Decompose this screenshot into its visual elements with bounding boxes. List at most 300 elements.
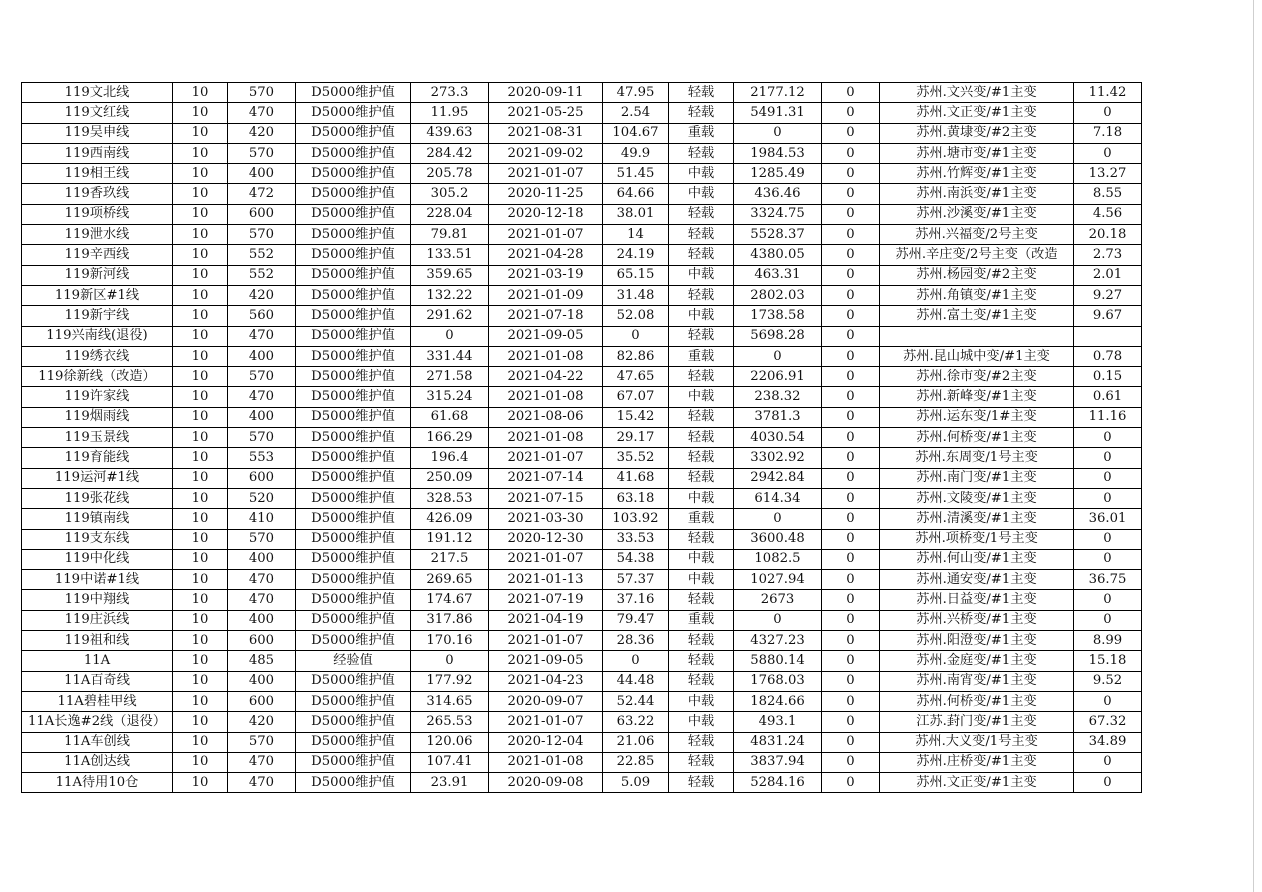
cell-voltage: 10 [173, 143, 228, 163]
table-row [22, 509, 1142, 529]
cell-rated-current: 400 [228, 549, 296, 569]
cell-load-status: 中载 [669, 164, 734, 184]
cell-load-status: 重载 [669, 123, 734, 143]
cell-load-rate: 5.09 [603, 773, 669, 793]
cell-source: D5000维护值 [296, 204, 411, 224]
cell-col-zero: 0 [822, 752, 880, 772]
cell-source: D5000维护值 [296, 245, 411, 265]
cell-transformer: 苏州.南宵变/#1主变 [880, 671, 1074, 691]
cell-load-rate: 35.52 [603, 448, 669, 468]
cell-source: D5000维护值 [296, 285, 411, 305]
cell-margin: 1738.58 [734, 306, 822, 326]
table-row [22, 448, 1142, 468]
cell-date: 2021-04-23 [489, 671, 603, 691]
cell-current-value: 11.95 [411, 103, 489, 123]
cell-source: D5000维护值 [296, 143, 411, 163]
cell-current-value: 284.42 [411, 143, 489, 163]
cell-date: 2020-09-08 [489, 773, 603, 793]
cell-current-value: 23.91 [411, 773, 489, 793]
cell-col-zero: 0 [822, 387, 880, 407]
cell-rated-current: 470 [228, 773, 296, 793]
cell-col-zero: 0 [822, 712, 880, 732]
cell-load-status: 重载 [669, 509, 734, 529]
cell-transformer-value: 8.99 [1074, 631, 1142, 651]
cell-transformer: 苏州.大义变/1号主变 [880, 732, 1074, 752]
cell-line-name: 119许家线 [22, 387, 173, 407]
cell-rated-current: 420 [228, 285, 296, 305]
cell-transformer-value: 9.52 [1074, 671, 1142, 691]
cell-col-zero: 0 [822, 509, 880, 529]
cell-date: 2021-03-19 [489, 265, 603, 285]
cell-col-zero: 0 [822, 732, 880, 752]
cell-load-rate: 22.85 [603, 752, 669, 772]
table-row [22, 225, 1142, 245]
cell-line-name: 119泄水线 [22, 225, 173, 245]
cell-transformer: 苏州.何山变/#1主变 [880, 549, 1074, 569]
table-row [22, 285, 1142, 305]
cell-transformer: 苏州.辛庄变/2号主变（改造 [880, 245, 1074, 265]
cell-load-status: 轻载 [669, 367, 734, 387]
cell-transformer: 苏州.文兴变/#1主变 [880, 83, 1074, 103]
cell-margin: 5528.37 [734, 225, 822, 245]
cell-load-status: 轻载 [669, 590, 734, 610]
cell-current-value: 271.58 [411, 367, 489, 387]
cell-source: D5000维护值 [296, 387, 411, 407]
cell-rated-current: 552 [228, 245, 296, 265]
cell-transformer-value: 2.01 [1074, 265, 1142, 285]
cell-col-zero: 0 [822, 488, 880, 508]
table-row [22, 265, 1142, 285]
cell-margin: 0 [734, 610, 822, 630]
cell-date: 2021-05-25 [489, 103, 603, 123]
cell-rated-current: 470 [228, 570, 296, 590]
cell-voltage: 10 [173, 529, 228, 549]
cell-transformer: 苏州.庄桥变/#1主变 [880, 752, 1074, 772]
table-row [22, 103, 1142, 123]
cell-line-name: 119庄浜线 [22, 610, 173, 630]
cell-transformer: 苏州.清溪变/#1主变 [880, 509, 1074, 529]
cell-current-value: 107.41 [411, 752, 489, 772]
table-row [22, 610, 1142, 630]
cell-line-name: 11A碧桂甲线 [22, 691, 173, 711]
cell-voltage: 10 [173, 204, 228, 224]
cell-load-rate: 63.22 [603, 712, 669, 732]
cell-source: D5000维护值 [296, 732, 411, 752]
cell-date: 2020-11-25 [489, 184, 603, 204]
cell-voltage: 10 [173, 407, 228, 427]
cell-date: 2021-04-28 [489, 245, 603, 265]
cell-rated-current: 410 [228, 509, 296, 529]
cell-line-name: 119相王线 [22, 164, 173, 184]
cell-transformer: 苏州.兴桥变/#1主变 [880, 610, 1074, 630]
cell-rated-current: 470 [228, 387, 296, 407]
cell-source: D5000维护值 [296, 123, 411, 143]
cell-voltage: 10 [173, 245, 228, 265]
cell-voltage: 10 [173, 773, 228, 793]
cell-load-status: 中载 [669, 570, 734, 590]
cell-transformer: 苏州.塘市变/#1主变 [880, 143, 1074, 163]
cell-load-rate: 31.48 [603, 285, 669, 305]
cell-source: D5000维护值 [296, 164, 411, 184]
cell-transformer-value: 0 [1074, 468, 1142, 488]
cell-margin: 1768.03 [734, 671, 822, 691]
cell-transformer-value: 0 [1074, 590, 1142, 610]
cell-voltage: 10 [173, 549, 228, 569]
cell-date: 2021-08-31 [489, 123, 603, 143]
cell-line-name: 119支东线 [22, 529, 173, 549]
cell-load-rate: 29.17 [603, 428, 669, 448]
cell-line-name: 119新宇线 [22, 306, 173, 326]
cell-load-status: 重载 [669, 610, 734, 630]
cell-date: 2021-08-06 [489, 407, 603, 427]
cell-load-status: 中载 [669, 488, 734, 508]
cell-current-value: 291.62 [411, 306, 489, 326]
cell-rated-current: 600 [228, 204, 296, 224]
cell-current-value: 0 [411, 326, 489, 346]
cell-margin: 3600.48 [734, 529, 822, 549]
cell-transformer-value: 11.16 [1074, 407, 1142, 427]
cell-load-status: 轻载 [669, 326, 734, 346]
data-table [21, 82, 1142, 793]
cell-rated-current: 400 [228, 346, 296, 366]
cell-transformer: 江苏.葑门变/#1主变 [880, 712, 1074, 732]
cell-line-name: 119吴申线 [22, 123, 173, 143]
cell-load-status: 轻载 [669, 671, 734, 691]
cell-voltage: 10 [173, 691, 228, 711]
cell-current-value: 273.3 [411, 83, 489, 103]
cell-line-name: 119烟雨线 [22, 407, 173, 427]
cell-transformer: 苏州.南门变/#1主变 [880, 468, 1074, 488]
cell-col-zero: 0 [822, 285, 880, 305]
cell-line-name: 119文北线 [22, 83, 173, 103]
cell-current-value: 170.16 [411, 631, 489, 651]
cell-load-status: 轻载 [669, 204, 734, 224]
cell-current-value: 228.04 [411, 204, 489, 224]
cell-source: D5000维护值 [296, 773, 411, 793]
cell-transformer-value: 15.18 [1074, 651, 1142, 671]
cell-voltage: 10 [173, 590, 228, 610]
cell-load-rate: 47.95 [603, 83, 669, 103]
cell-source: D5000维护值 [296, 631, 411, 651]
cell-margin: 0 [734, 509, 822, 529]
cell-line-name: 119兴南线(退役) [22, 326, 173, 346]
cell-transformer-value: 34.89 [1074, 732, 1142, 752]
table-row [22, 428, 1142, 448]
cell-line-name: 119玉景线 [22, 428, 173, 448]
cell-load-status: 轻载 [669, 245, 734, 265]
cell-source: 经验值 [296, 651, 411, 671]
cell-source: D5000维护值 [296, 326, 411, 346]
cell-margin: 3837.94 [734, 752, 822, 772]
cell-rated-current: 570 [228, 367, 296, 387]
cell-line-name: 119育能线 [22, 448, 173, 468]
cell-margin: 5880.14 [734, 651, 822, 671]
cell-col-zero: 0 [822, 143, 880, 163]
cell-col-zero: 0 [822, 164, 880, 184]
cell-transformer: 苏州.黄埭变/#2主变 [880, 123, 1074, 143]
cell-rated-current: 570 [228, 143, 296, 163]
cell-source: D5000维护值 [296, 570, 411, 590]
cell-line-name: 119张花线 [22, 488, 173, 508]
cell-voltage: 10 [173, 631, 228, 651]
cell-source: D5000维护值 [296, 529, 411, 549]
table-row [22, 752, 1142, 772]
cell-margin: 1984.53 [734, 143, 822, 163]
cell-load-status: 中载 [669, 306, 734, 326]
cell-margin: 4030.54 [734, 428, 822, 448]
cell-voltage: 10 [173, 103, 228, 123]
cell-transformer: 苏州.徐市变/#2主变 [880, 367, 1074, 387]
cell-transformer: 苏州.竹辉变/#1主变 [880, 164, 1074, 184]
cell-voltage: 10 [173, 610, 228, 630]
table-row [22, 488, 1142, 508]
cell-current-value: 0 [411, 651, 489, 671]
cell-transformer-value: 2.73 [1074, 245, 1142, 265]
cell-line-name: 11A待用10仓 [22, 773, 173, 793]
table-row [22, 83, 1142, 103]
cell-source: D5000维护值 [296, 225, 411, 245]
cell-transformer: 苏州.文陵变/#1主变 [880, 488, 1074, 508]
table-row [22, 549, 1142, 569]
cell-transformer-value: 0 [1074, 610, 1142, 630]
cell-load-rate: 52.44 [603, 691, 669, 711]
cell-date: 2021-01-08 [489, 346, 603, 366]
cell-current-value: 191.12 [411, 529, 489, 549]
cell-load-status: 轻载 [669, 103, 734, 123]
cell-transformer: 苏州.通安变/#1主变 [880, 570, 1074, 590]
cell-line-name: 119新区#1线 [22, 285, 173, 305]
cell-transformer-value [1074, 326, 1142, 346]
cell-col-zero: 0 [822, 184, 880, 204]
cell-col-zero: 0 [822, 590, 880, 610]
cell-source: D5000维护值 [296, 590, 411, 610]
cell-source: D5000维护值 [296, 488, 411, 508]
cell-line-name: 119西南线 [22, 143, 173, 163]
cell-transformer: 苏州.富土变/#1主变 [880, 306, 1074, 326]
cell-source: D5000维护值 [296, 691, 411, 711]
cell-margin: 5491.31 [734, 103, 822, 123]
cell-source: D5000维护值 [296, 671, 411, 691]
cell-voltage: 10 [173, 326, 228, 346]
table-row [22, 732, 1142, 752]
cell-date: 2021-01-08 [489, 428, 603, 448]
cell-date: 2021-07-18 [489, 306, 603, 326]
cell-rated-current: 600 [228, 468, 296, 488]
table-row [22, 184, 1142, 204]
cell-date: 2021-01-07 [489, 448, 603, 468]
cell-voltage: 10 [173, 732, 228, 752]
cell-col-zero: 0 [822, 326, 880, 346]
cell-transformer: 苏州.昆山城中变/#1主变 [880, 346, 1074, 366]
cell-margin: 2177.12 [734, 83, 822, 103]
table-row [22, 387, 1142, 407]
cell-transformer: 苏州.杨园变/#2主变 [880, 265, 1074, 285]
cell-margin: 2942.84 [734, 468, 822, 488]
cell-date: 2021-01-08 [489, 387, 603, 407]
cell-rated-current: 470 [228, 752, 296, 772]
cell-voltage: 10 [173, 83, 228, 103]
cell-voltage: 10 [173, 184, 228, 204]
cell-current-value: 269.65 [411, 570, 489, 590]
cell-col-zero: 0 [822, 306, 880, 326]
cell-load-rate: 15.42 [603, 407, 669, 427]
cell-current-value: 426.09 [411, 509, 489, 529]
cell-current-value: 317.86 [411, 610, 489, 630]
cell-current-value: 177.92 [411, 671, 489, 691]
cell-col-zero: 0 [822, 346, 880, 366]
cell-transformer-value: 36.75 [1074, 570, 1142, 590]
cell-current-value: 132.22 [411, 285, 489, 305]
cell-rated-current: 472 [228, 184, 296, 204]
cell-col-zero: 0 [822, 651, 880, 671]
cell-transformer-value: 36.01 [1074, 509, 1142, 529]
cell-source: D5000维护值 [296, 184, 411, 204]
cell-voltage: 10 [173, 428, 228, 448]
cell-transformer: 苏州.角镇变/#1主变 [880, 285, 1074, 305]
cell-line-name: 119中化线 [22, 549, 173, 569]
cell-col-zero: 0 [822, 773, 880, 793]
cell-col-zero: 0 [822, 123, 880, 143]
cell-line-name: 11A长逸#2线（退役） [22, 712, 173, 732]
cell-margin: 0 [734, 123, 822, 143]
table-row [22, 773, 1142, 793]
cell-voltage: 10 [173, 265, 228, 285]
table-row [22, 671, 1142, 691]
cell-margin: 5698.28 [734, 326, 822, 346]
cell-line-name: 119中诺#1线 [22, 570, 173, 590]
cell-margin: 436.46 [734, 184, 822, 204]
cell-transformer: 苏州.运东变/1#主变 [880, 407, 1074, 427]
table-row [22, 204, 1142, 224]
cell-col-zero: 0 [822, 691, 880, 711]
cell-margin: 238.32 [734, 387, 822, 407]
cell-current-value: 265.53 [411, 712, 489, 732]
cell-source: D5000维护值 [296, 407, 411, 427]
cell-line-name: 119祖和线 [22, 631, 173, 651]
cell-margin: 1285.49 [734, 164, 822, 184]
cell-current-value: 328.53 [411, 488, 489, 508]
cell-load-rate: 49.9 [603, 143, 669, 163]
cell-transformer: 苏州.文正变/#1主变 [880, 773, 1074, 793]
cell-date: 2020-12-04 [489, 732, 603, 752]
cell-voltage: 10 [173, 468, 228, 488]
cell-load-rate: 41.68 [603, 468, 669, 488]
cell-transformer-value: 20.18 [1074, 225, 1142, 245]
cell-source: D5000维护值 [296, 509, 411, 529]
cell-load-rate: 14 [603, 225, 669, 245]
cell-rated-current: 600 [228, 691, 296, 711]
cell-rated-current: 400 [228, 407, 296, 427]
cell-transformer: 苏州.日益变/#1主变 [880, 590, 1074, 610]
cell-load-status: 中载 [669, 712, 734, 732]
cell-current-value: 314.65 [411, 691, 489, 711]
cell-current-value: 79.81 [411, 225, 489, 245]
cell-date: 2020-12-30 [489, 529, 603, 549]
cell-transformer: 苏州.金庭变/#1主变 [880, 651, 1074, 671]
table-body [22, 83, 1142, 793]
cell-line-name: 119香玖线 [22, 184, 173, 204]
cell-col-zero: 0 [822, 610, 880, 630]
cell-transformer-value: 0 [1074, 488, 1142, 508]
cell-load-status: 中载 [669, 184, 734, 204]
table-row [22, 651, 1142, 671]
cell-load-status: 轻载 [669, 773, 734, 793]
table-row [22, 590, 1142, 610]
cell-current-value: 133.51 [411, 245, 489, 265]
cell-voltage: 10 [173, 123, 228, 143]
cell-transformer-value: 0 [1074, 752, 1142, 772]
cell-rated-current: 570 [228, 732, 296, 752]
cell-voltage: 10 [173, 651, 228, 671]
cell-margin: 2673 [734, 590, 822, 610]
cell-transformer-value: 67.32 [1074, 712, 1142, 732]
cell-rated-current: 485 [228, 651, 296, 671]
cell-margin: 2802.03 [734, 285, 822, 305]
cell-margin: 1027.94 [734, 570, 822, 590]
table-row [22, 407, 1142, 427]
cell-load-rate: 103.92 [603, 509, 669, 529]
cell-voltage: 10 [173, 285, 228, 305]
cell-date: 2020-09-07 [489, 691, 603, 711]
table-row [22, 712, 1142, 732]
table-row [22, 306, 1142, 326]
cell-rated-current: 552 [228, 265, 296, 285]
cell-transformer-value: 8.55 [1074, 184, 1142, 204]
cell-date: 2021-01-08 [489, 752, 603, 772]
cell-col-zero: 0 [822, 225, 880, 245]
cell-date: 2020-12-18 [489, 204, 603, 224]
cell-load-rate: 28.36 [603, 631, 669, 651]
cell-current-value: 359.65 [411, 265, 489, 285]
table-row [22, 123, 1142, 143]
cell-load-rate: 51.45 [603, 164, 669, 184]
cell-current-value: 439.63 [411, 123, 489, 143]
cell-date: 2021-09-05 [489, 651, 603, 671]
cell-source: D5000维护值 [296, 265, 411, 285]
cell-voltage: 10 [173, 306, 228, 326]
cell-transformer-value: 9.67 [1074, 306, 1142, 326]
cell-voltage: 10 [173, 225, 228, 245]
cell-rated-current: 400 [228, 164, 296, 184]
cell-date: 2021-01-07 [489, 712, 603, 732]
cell-source: D5000维护值 [296, 610, 411, 630]
cell-date: 2021-01-07 [489, 164, 603, 184]
cell-load-rate: 63.18 [603, 488, 669, 508]
cell-transformer: 苏州.何桥变/#1主变 [880, 691, 1074, 711]
cell-transformer: 苏州.新峰变/#1主变 [880, 387, 1074, 407]
cell-transformer: 苏州.东周变/1号主变 [880, 448, 1074, 468]
cell-col-zero: 0 [822, 671, 880, 691]
cell-voltage: 10 [173, 448, 228, 468]
cell-date: 2021-07-15 [489, 488, 603, 508]
cell-line-name: 119徐新线（改造） [22, 367, 173, 387]
cell-load-status: 轻载 [669, 285, 734, 305]
cell-current-value: 166.29 [411, 428, 489, 448]
table-row [22, 346, 1142, 366]
cell-col-zero: 0 [822, 631, 880, 651]
cell-rated-current: 520 [228, 488, 296, 508]
cell-source: D5000维护值 [296, 752, 411, 772]
cell-transformer [880, 326, 1074, 346]
cell-margin: 4380.05 [734, 245, 822, 265]
cell-col-zero: 0 [822, 529, 880, 549]
cell-col-zero: 0 [822, 468, 880, 488]
cell-load-rate: 82.86 [603, 346, 669, 366]
cell-line-name: 119新河线 [22, 265, 173, 285]
cell-current-value: 250.09 [411, 468, 489, 488]
cell-margin: 1082.5 [734, 549, 822, 569]
cell-source: D5000维护值 [296, 103, 411, 123]
